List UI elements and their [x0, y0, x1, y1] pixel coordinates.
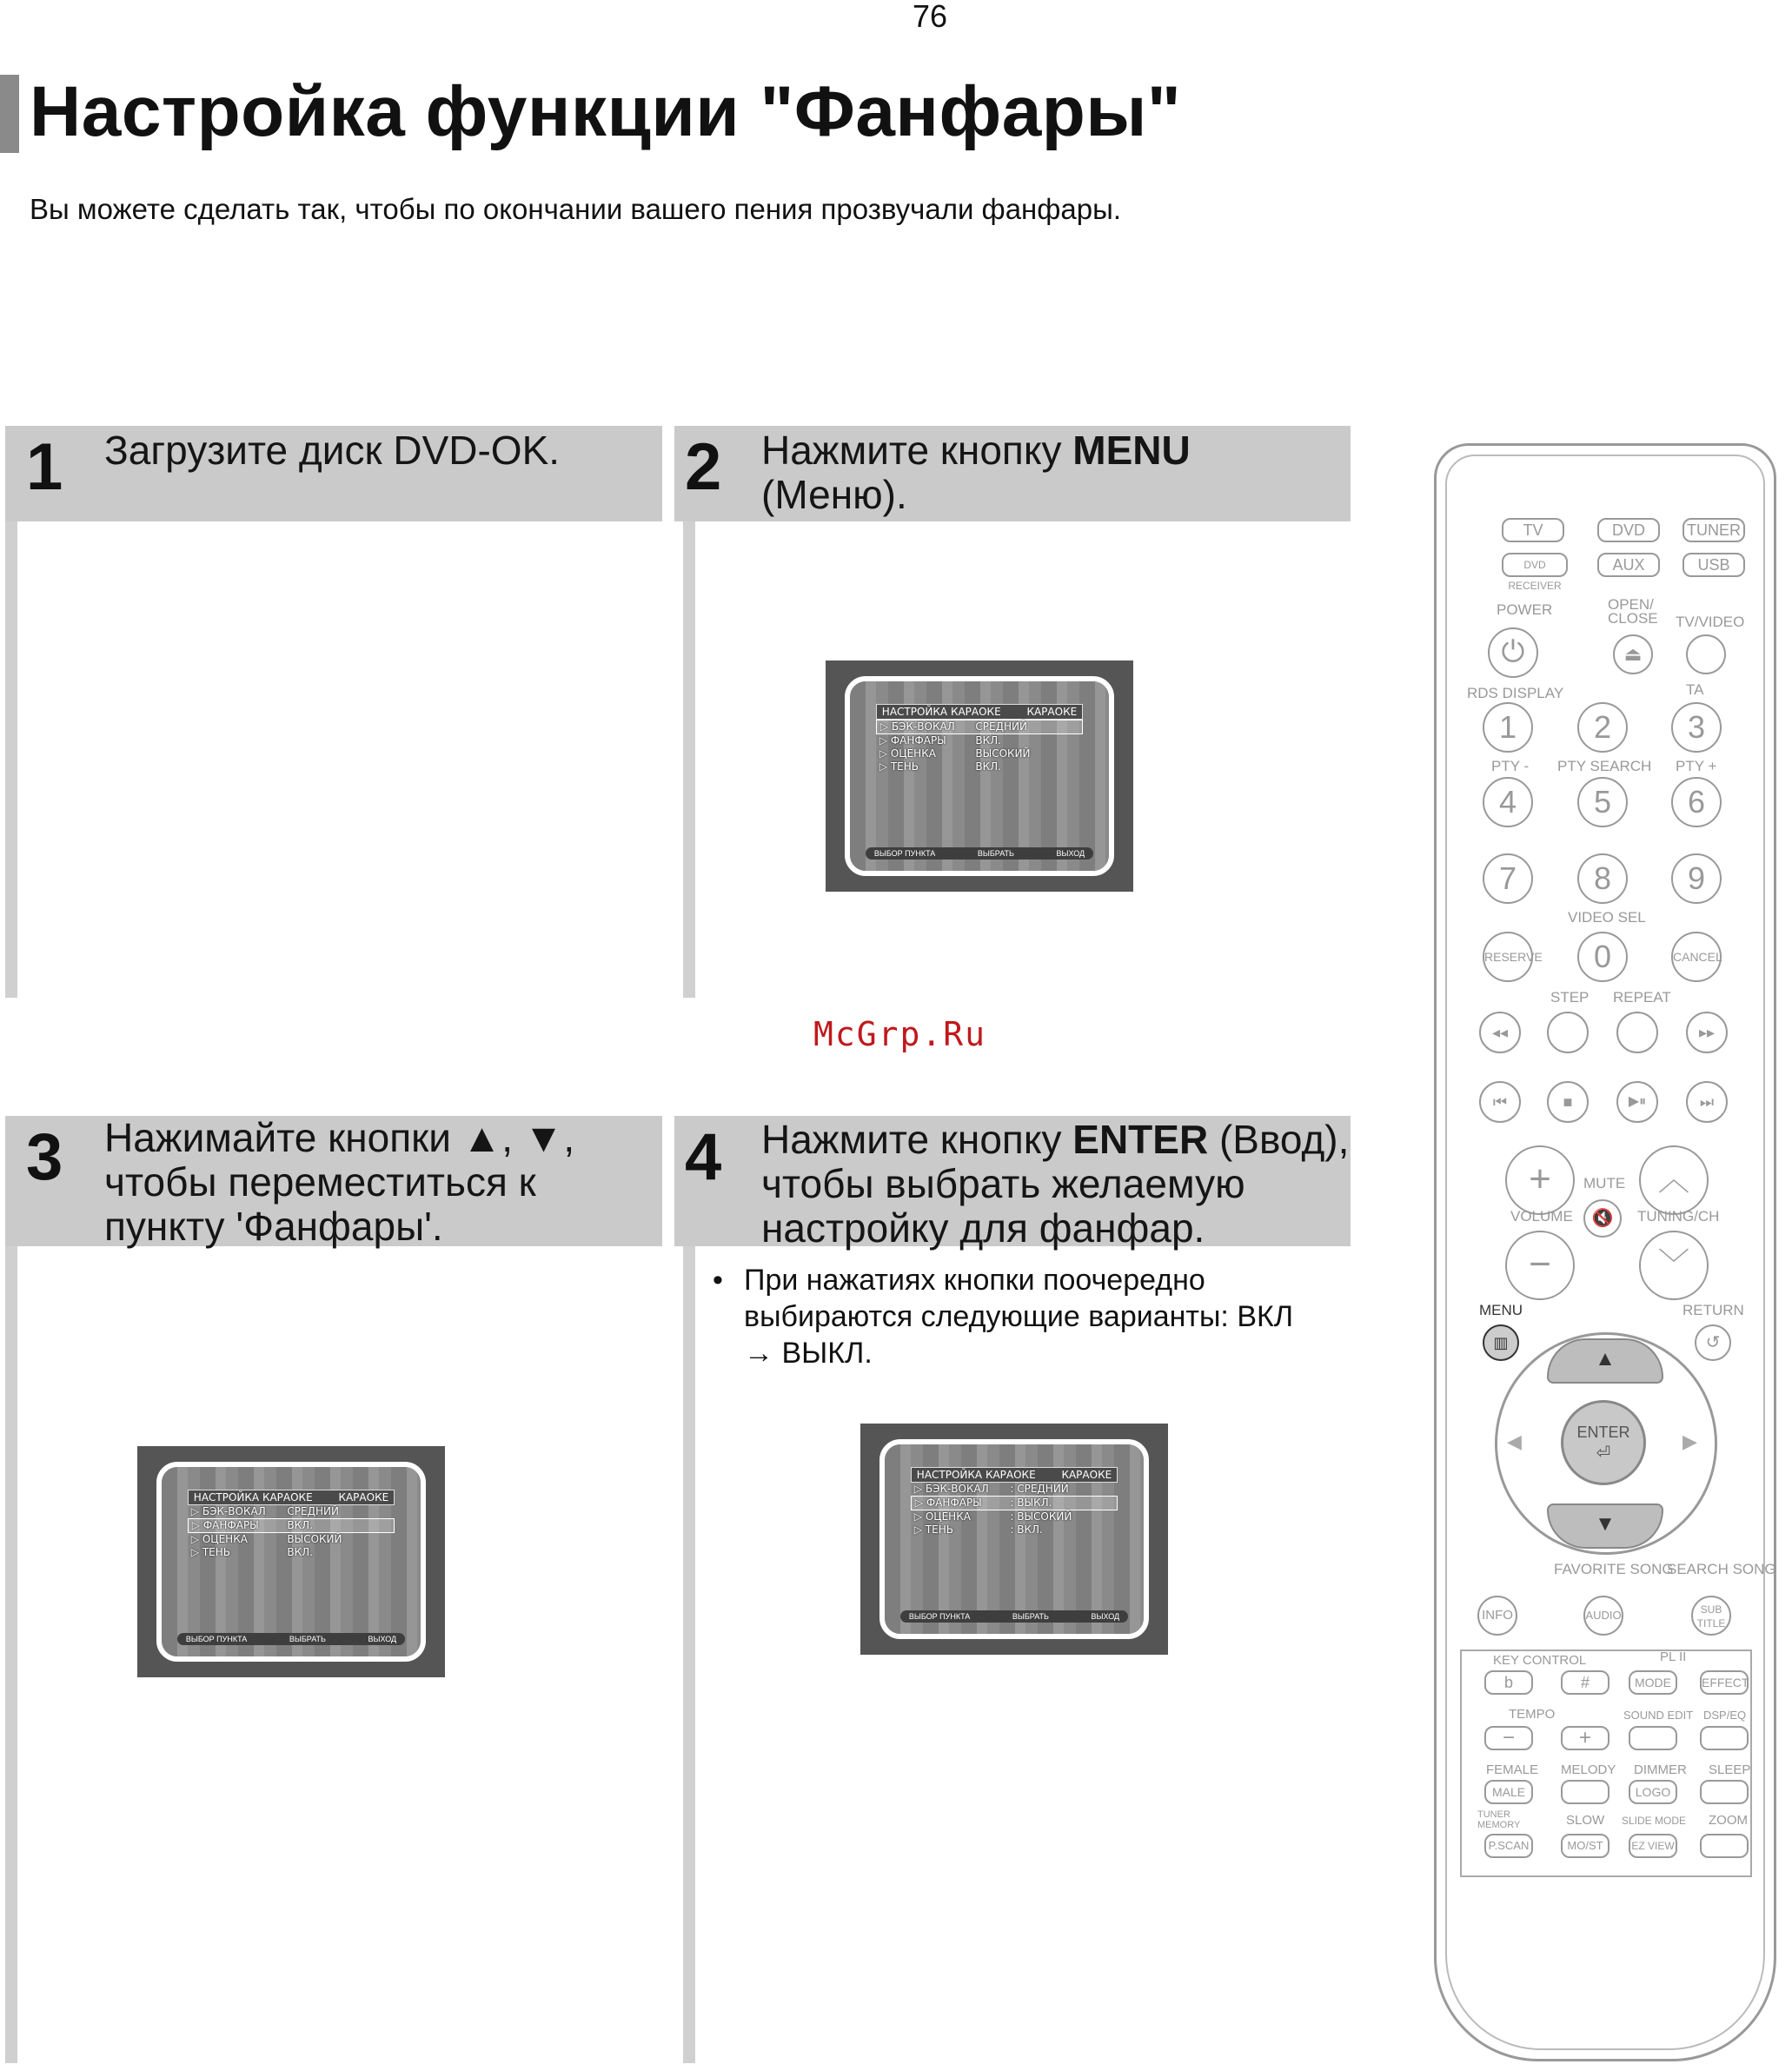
menu-row-label: ▷ ТЕНЬ: [913, 1523, 954, 1537]
dsp-eq-button[interactable]: [1700, 1726, 1749, 1750]
logo-button[interactable]: LOGO: [1629, 1780, 1677, 1804]
step-2-rail: [683, 521, 695, 998]
menu-row-value: ВКЛ.: [287, 1519, 314, 1532]
step-4-rail: [683, 1246, 695, 2063]
step-4-text: [761, 1118, 1352, 1251]
tv-screen-step-4: [860, 1424, 1168, 1655]
male-button[interactable]: MALE: [1484, 1780, 1533, 1804]
repeat-button[interactable]: [1616, 1012, 1658, 1053]
number-2-button[interactable]: 2: [1577, 702, 1628, 753]
enter-button[interactable]: [1561, 1400, 1646, 1485]
menu-badge: КАРАОКЕ: [1061, 1469, 1112, 1482]
channel-down-button[interactable]: ﹀: [1639, 1231, 1709, 1300]
next-icon[interactable]: ⏭: [1686, 1081, 1728, 1123]
menu-row-label: ▷ ФАНФАРЫ: [879, 734, 946, 747]
step-1-text: Загрузите диск DVD-OK.: [104, 428, 561, 473]
key-control-label: KEY CONTROL: [1493, 1653, 1587, 1668]
video-sel-label: VIDEO SEL: [1568, 909, 1646, 926]
return-label: RETURN: [1682, 1302, 1744, 1318]
eject-button[interactable]: ⏏: [1613, 634, 1653, 674]
mute-icon[interactable]: 🔇: [1583, 1199, 1622, 1238]
usb-source-button[interactable]: USB: [1682, 553, 1745, 577]
number-3-button[interactable]: 3: [1671, 702, 1722, 753]
audio-button[interactable]: AUDIO: [1583, 1596, 1623, 1636]
slow-label: SLOW: [1566, 1813, 1605, 1828]
cancel-button[interactable]: CANCEL: [1671, 932, 1722, 982]
open-close-label: OPEN/ CLOSE: [1608, 596, 1658, 627]
key-sharp-button[interactable]: #: [1561, 1670, 1609, 1695]
ez-view-button[interactable]: EZ VIEW: [1629, 1834, 1677, 1858]
rewind-icon[interactable]: ◂◂: [1479, 1012, 1521, 1053]
bullet: •: [713, 1264, 723, 1297]
p-scan-button[interactable]: P.SCAN: [1484, 1834, 1533, 1858]
mute-label: MUTE: [1583, 1175, 1626, 1191]
aux-source-button[interactable]: AUX: [1597, 553, 1660, 577]
ta-label: TA: [1686, 681, 1704, 698]
step-3-number: 3: [26, 1120, 63, 1194]
menu-row-label: ▷ ОЦЕНКА: [190, 1533, 248, 1546]
rds-display-label: RDS DISPLAY: [1467, 685, 1564, 701]
step-4-enter-key: ENTER: [1072, 1117, 1209, 1162]
step-2-text-plain: Нажмите кнопку: [761, 428, 1073, 473]
footer-exit: ВЫХОД: [1091, 1611, 1120, 1621]
left-arrow-button[interactable]: ◀: [1507, 1430, 1522, 1452]
menu-label: MENU: [1479, 1302, 1523, 1318]
menu-row-label: ▷ БЭК-ВОКАЛ: [879, 720, 955, 733]
menu-row-value: : СРЕДНИЙ: [1010, 1483, 1069, 1496]
menu-row-label: ▷ ФАНФАРЫ: [191, 1519, 259, 1532]
repeat-label: REPEAT: [1613, 989, 1671, 1006]
karaoke-setup-menu: [911, 1467, 1118, 1537]
tuner-memory-label: TUNER MEMORY: [1477, 1809, 1521, 1830]
tempo-minus-button[interactable]: −: [1484, 1726, 1533, 1750]
tv-screen-step-2: [826, 660, 1133, 892]
sound-edit-button[interactable]: [1629, 1726, 1677, 1750]
number-4-button[interactable]: 4: [1483, 777, 1533, 827]
menu-title: НАСТРОЙКА КАРАОКЕ: [916, 1469, 1036, 1482]
sleep-button[interactable]: [1700, 1780, 1749, 1804]
dvd-source-button[interactable]: DVD: [1597, 518, 1660, 542]
menu-row-label: ▷ ТЕНЬ: [879, 760, 919, 773]
favorite-song-label: FAVORITE SONG: [1554, 1561, 1674, 1577]
menu-row-value: : ВКЛ.: [1010, 1523, 1043, 1537]
dvd-receiver-source-button[interactable]: DVD RECEIVER: [1502, 553, 1568, 577]
dsp-eq-label: DSP/EQ: [1703, 1709, 1747, 1722]
volume-up-button[interactable]: +: [1505, 1145, 1575, 1215]
pl2-label: PL II: [1660, 1649, 1687, 1664]
step-1-number: 1: [26, 430, 63, 504]
step-2-text-after: (Меню).: [761, 472, 907, 517]
tv-video-label: TV/VIDEO: [1676, 614, 1745, 630]
menu-footer: [177, 1633, 405, 1645]
slide-mode-label: SLIDE MODE: [1622, 1815, 1687, 1827]
info-button[interactable]: INFO: [1477, 1596, 1517, 1636]
menu-row-label: ▷ ОЦЕНКА: [913, 1510, 971, 1523]
step-4-text-plain: Нажмите кнопку: [761, 1117, 1073, 1162]
mo-st-button[interactable]: MO/ST: [1561, 1834, 1609, 1858]
step-1-rail: [5, 521, 17, 998]
step-3-text: Нажимайте кнопки ▲, ▼, чтобы переместиться к пункту 'Фанфары'.: [104, 1115, 575, 1249]
footer-exit: ВЫХОД: [1056, 848, 1085, 858]
menu-title: НАСТРОЙКА КАРАОКЕ: [193, 1491, 313, 1504]
tv-screen-step-3: [137, 1446, 445, 1677]
step-4-text-after: (Ввод), чтобы выбрать желаемую настройку для фанфар.: [761, 1117, 1350, 1251]
search-song-label: SEARCH SONG: [1667, 1561, 1776, 1577]
number-9-button[interactable]: 9: [1671, 853, 1722, 904]
footer-select-item: ВЫБОР ПУНКТА: [908, 1611, 971, 1621]
footer-exit: ВЫХОД: [368, 1634, 397, 1643]
menu-row-value: : ВЫСОКИЙ: [1010, 1510, 1072, 1523]
karaoke-setup-menu: [876, 704, 1083, 773]
footer-choose: ВЫБРАТЬ: [977, 848, 1014, 858]
karaoke-setup-menu: [188, 1490, 395, 1559]
fast-forward-icon[interactable]: ▸▸: [1686, 1012, 1728, 1053]
tuner-source-button[interactable]: TUNER: [1682, 518, 1745, 542]
title-accent-bar: [0, 75, 19, 153]
number-7-button[interactable]: 7: [1483, 853, 1533, 904]
volume-down-button[interactable]: −: [1505, 1231, 1575, 1300]
dimmer-label: DIMMER: [1634, 1762, 1687, 1777]
menu-row-value: СРЕДНИЙ: [975, 720, 1027, 733]
menu-row-label: ▷ БЭК-ВОКАЛ: [190, 1505, 266, 1518]
menu-row-label: ▷ ОЦЕНКА: [879, 747, 936, 760]
up-arrow-button[interactable]: ▲: [1547, 1338, 1663, 1384]
menu-row-value: ВКЛ.: [975, 734, 1001, 747]
menu-row-value: ВКЛ.: [975, 760, 1001, 773]
key-flat-button[interactable]: b: [1484, 1670, 1533, 1695]
zoom-label: ZOOM: [1709, 1813, 1748, 1828]
tempo-plus-button[interactable]: +: [1561, 1726, 1609, 1750]
watermark: McGrp.Ru: [813, 1015, 987, 1053]
menu-row-label: ▷ БЭК-ВОКАЛ: [913, 1483, 989, 1496]
number-8-button[interactable]: 8: [1577, 853, 1628, 904]
page-number: 76: [913, 0, 948, 34]
menu-row-value: ВЫСОКИЙ: [975, 747, 1031, 760]
step-3-rail: [5, 1246, 17, 2063]
tv-video-button[interactable]: [1686, 634, 1726, 674]
number-5-button[interactable]: 5: [1577, 777, 1628, 827]
footer-select-item: ВЫБОР ПУНКТА: [185, 1634, 248, 1643]
menu-row-value: ВЫСОКИЙ: [287, 1533, 342, 1546]
effect-button[interactable]: EFFECT: [1700, 1670, 1749, 1695]
step-4-number: 4: [685, 1120, 722, 1194]
number-0-button[interactable]: 0: [1577, 932, 1628, 982]
volume-label: VOLUME: [1510, 1208, 1573, 1225]
channel-up-button[interactable]: ︿: [1639, 1145, 1709, 1215]
menu-footer: [866, 847, 1093, 860]
power-button[interactable]: ⏻: [1488, 627, 1538, 678]
power-label: POWER: [1497, 601, 1553, 618]
footer-choose: ВЫБРАТЬ: [1012, 1611, 1049, 1621]
step-2-text: [761, 428, 1335, 517]
menu-badge: КАРАОКЕ: [338, 1491, 389, 1504]
page-title: Настройка функции "Фанфары": [30, 72, 1182, 151]
melody-button[interactable]: [1561, 1780, 1609, 1804]
tv-source-button[interactable]: TV: [1502, 518, 1564, 542]
step-2-menu-key: MENU: [1072, 428, 1191, 473]
sound-edit-label: SOUND EDIT: [1623, 1709, 1694, 1722]
stop-icon[interactable]: ■: [1547, 1081, 1589, 1123]
pty-plus-label: PTY +: [1676, 758, 1717, 774]
note-text: При нажатиях кнопки поочередно выбираются следующие варианты: ВКЛ → ВЫКЛ.: [744, 1264, 1294, 1370]
menu-button[interactable]: ▥: [1483, 1324, 1519, 1361]
sleep-label: SLEEP: [1709, 1762, 1751, 1777]
return-icon[interactable]: ↺: [1695, 1324, 1731, 1361]
previous-icon[interactable]: ⏮: [1479, 1081, 1521, 1123]
menu-badge: КАРАОКЕ: [1026, 706, 1078, 719]
mode-button[interactable]: MODE: [1629, 1670, 1677, 1695]
intro-text: Вы можете сделать так, чтобы по окончании вашего пения прозвучали фанфары.: [30, 193, 1122, 225]
pty-search-label: PTY SEARCH: [1557, 758, 1652, 774]
number-1-button[interactable]: 1: [1483, 702, 1533, 753]
reserve-button[interactable]: RESERVE: [1483, 932, 1533, 982]
menu-row-value: ВКЛ.: [287, 1546, 313, 1559]
zoom-button[interactable]: [1700, 1834, 1749, 1858]
pty-minus-label: PTY -: [1491, 758, 1530, 774]
menu-row-label: ▷ ТЕНЬ: [190, 1546, 231, 1559]
female-label: FEMALE: [1486, 1762, 1539, 1777]
footer-choose: ВЫБРАТЬ: [289, 1634, 326, 1643]
right-arrow-button[interactable]: ▶: [1682, 1430, 1697, 1452]
tuning-ch-label: TUNING/CH: [1637, 1208, 1720, 1225]
menu-row-value: : ВЫКЛ.: [1010, 1497, 1052, 1510]
subtitle-button[interactable]: SUB TITLE: [1691, 1596, 1731, 1636]
tempo-label: TEMPO: [1509, 1707, 1556, 1722]
play-pause-icon[interactable]: ▶⏸: [1616, 1081, 1658, 1123]
down-arrow-button[interactable]: ▼: [1547, 1503, 1663, 1549]
menu-row-label: ▷ ФАНФАРЫ: [914, 1497, 982, 1510]
menu-title: НАСТРОЙКА КАРАОКЕ: [881, 706, 1001, 719]
step-label: STEP: [1550, 989, 1590, 1006]
step-button[interactable]: [1547, 1012, 1589, 1053]
menu-row-value: СРЕДНИЙ: [287, 1505, 339, 1518]
number-6-button[interactable]: 6: [1671, 777, 1722, 827]
step-2-number: 2: [685, 430, 722, 504]
menu-footer: [900, 1610, 1128, 1623]
melody-label: MELODY: [1561, 1762, 1616, 1777]
enter-icon: ⏎: [1596, 1444, 1611, 1463]
footer-select-item: ВЫБОР ПУНКТА: [873, 848, 936, 858]
enter-label: ENTER: [1576, 1424, 1630, 1441]
